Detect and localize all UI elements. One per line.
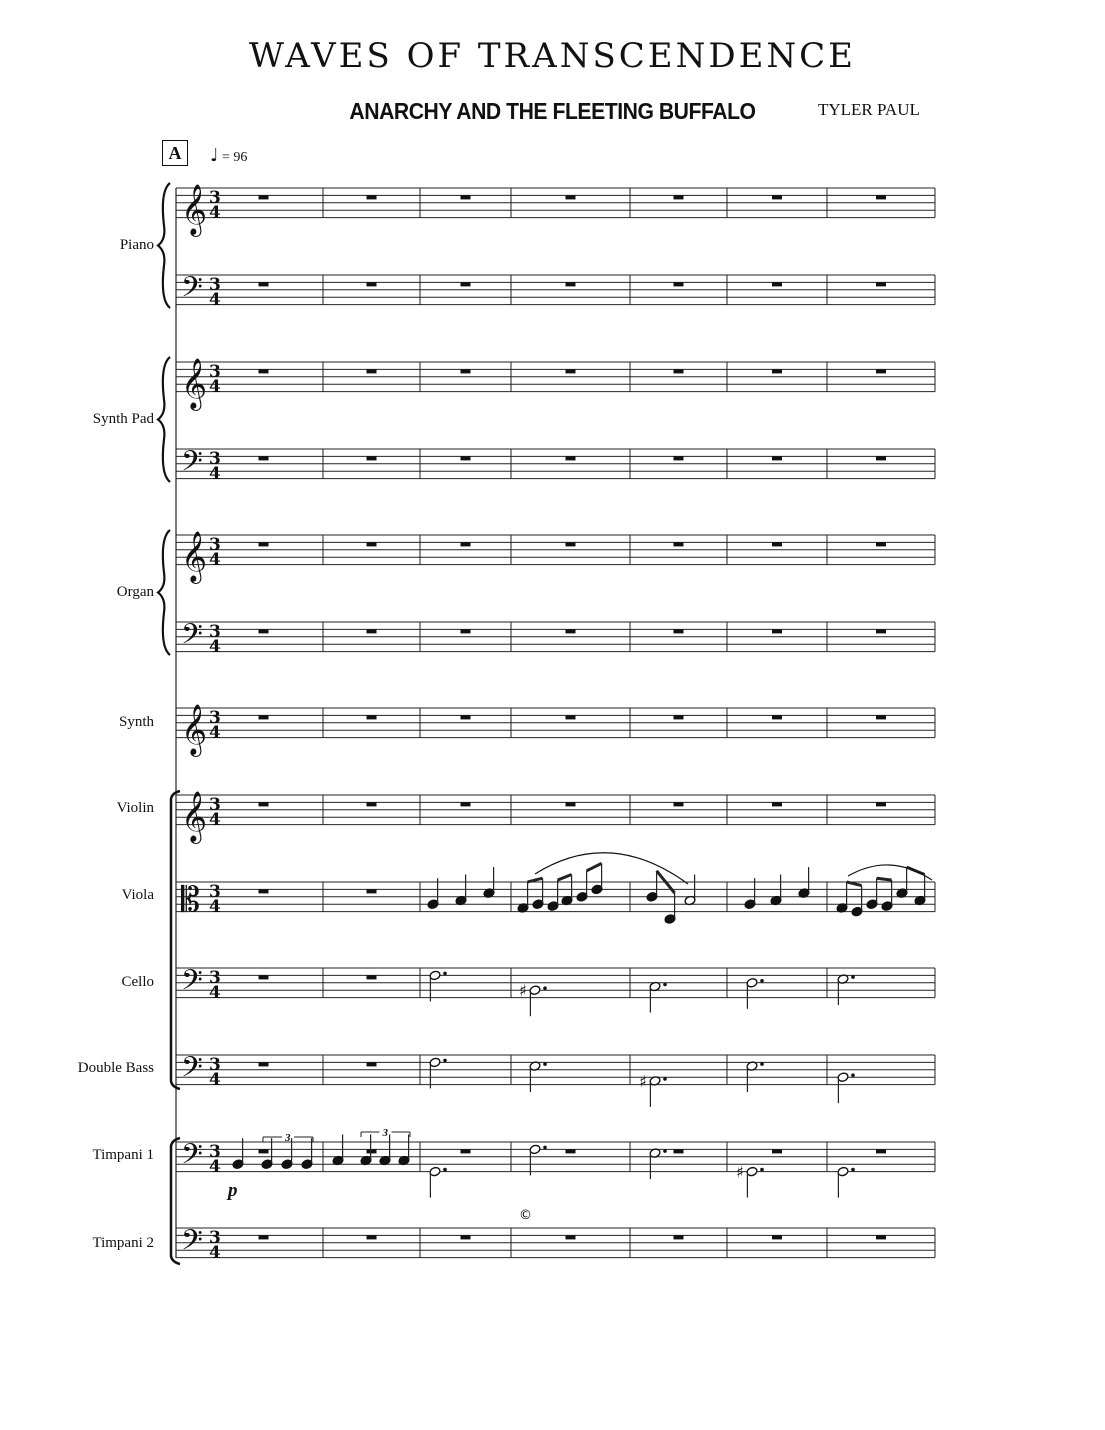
whole-rest (674, 195, 684, 199)
time-signature-denominator: 4 (209, 203, 221, 223)
whole-rest (367, 715, 377, 719)
instrument-label-viola: Viola (121, 887, 154, 903)
time-signature-denominator: 4 (209, 377, 221, 397)
whole-rest (674, 629, 684, 633)
whole-rest (461, 456, 471, 460)
time-signature-numerator: 3 (209, 708, 221, 728)
whole-rest (461, 1149, 471, 1153)
instrument-label-organ: Organ (116, 584, 154, 600)
whole-rest (259, 1062, 269, 1066)
sharp-icon: ♯ (519, 981, 527, 1001)
whole-rest (259, 889, 269, 893)
instrument-label-timpani-2: Timpani 2 (92, 1235, 154, 1251)
score-title: WAVES OF TRANSCENDENCE (249, 36, 856, 76)
whole-rest (772, 802, 782, 806)
instrument-label-violin: Violin (116, 800, 154, 816)
whole-rest (367, 629, 377, 633)
whole-rest (367, 456, 377, 460)
piano-brace (158, 183, 170, 308)
bass-clef-icon: 𝄢 (181, 964, 203, 1004)
whole-rest (259, 1149, 269, 1153)
whole-rest (772, 1149, 782, 1153)
time-signature-numerator: 3 (209, 362, 221, 382)
whole-rest (674, 369, 684, 373)
whole-rest (674, 456, 684, 460)
whole-rest (674, 542, 684, 546)
whole-rest (876, 282, 886, 286)
instrument-label-piano: Piano (119, 237, 154, 253)
phrase-slur (848, 865, 932, 880)
whole-rest (461, 282, 471, 286)
whole-rest (876, 542, 886, 546)
bass-clef-icon: 𝄢 (181, 1138, 203, 1178)
rehearsal-mark: A (162, 140, 188, 166)
time-signature-numerator: 3 (209, 882, 221, 902)
augmentation-dot (663, 1149, 667, 1153)
whole-rest (674, 802, 684, 806)
whole-rest (772, 195, 782, 199)
whole-rest (876, 195, 886, 199)
time-signature-denominator: 4 (209, 637, 221, 657)
whole-rest (259, 542, 269, 546)
whole-rest (772, 629, 782, 633)
augmentation-dot (851, 975, 855, 979)
eighth-beam (877, 878, 892, 880)
augmentation-dot (443, 1059, 447, 1063)
augmentation-dot (543, 1146, 547, 1150)
whole-rest (566, 715, 576, 719)
instrument-label-double-bass: Double Bass (77, 1060, 154, 1076)
whole-rest (259, 282, 269, 286)
whole-rest (461, 195, 471, 199)
whole-rest (259, 1235, 269, 1239)
whole-rest (367, 1149, 377, 1153)
time-signature-numerator: 3 (209, 449, 221, 469)
time-signature-denominator: 4 (209, 1243, 221, 1263)
whole-rest (367, 282, 377, 286)
bass-clef-icon: 𝄢 (181, 445, 203, 485)
time-signature-numerator: 3 (209, 622, 221, 642)
instrument-label-cello: Cello (121, 974, 154, 990)
time-signature-denominator: 4 (209, 983, 221, 1003)
time-signature-denominator: 4 (209, 810, 221, 830)
time-signature-denominator: 4 (209, 897, 221, 917)
whole-rest (367, 1235, 377, 1239)
time-signature-numerator: 3 (209, 535, 221, 555)
whole-rest (461, 369, 471, 373)
whole-rest (876, 456, 886, 460)
time-signature-denominator: 4 (209, 1070, 221, 1090)
time-signature-numerator: 3 (209, 188, 221, 208)
time-signature-denominator: 4 (209, 1157, 221, 1177)
whole-rest (772, 542, 782, 546)
augmentation-dot (543, 1062, 547, 1066)
whole-rest (566, 1149, 576, 1153)
whole-rest (461, 1235, 471, 1239)
whole-rest (566, 282, 576, 286)
time-signature-numerator: 3 (209, 1142, 221, 1162)
whole-rest (259, 369, 269, 373)
treble-clef-icon: 𝄞 (181, 358, 208, 409)
whole-rest (566, 456, 576, 460)
augmentation-dot (543, 986, 547, 990)
eighth-beam (558, 875, 572, 881)
tempo-value: = 96 (222, 150, 248, 165)
whole-rest (461, 542, 471, 546)
whole-rest (367, 802, 377, 806)
whole-rest (876, 629, 886, 633)
whole-rest (674, 1235, 684, 1239)
quarter-note-icon: ♩ (210, 145, 219, 166)
copyright-icon: © (519, 1208, 532, 1223)
bass-clef-icon: 𝄢 (181, 1051, 203, 1091)
alto-clef-icon: 𝄡 (181, 880, 200, 920)
whole-rest (367, 542, 377, 546)
bass-clef-icon: 𝄢 (181, 618, 203, 658)
augmentation-dot (663, 983, 667, 987)
whole-rest (772, 456, 782, 460)
composer-name: TYLER PAUL (818, 100, 920, 119)
dynamic-piano-mark: p (228, 1180, 238, 1201)
whole-rest (259, 715, 269, 719)
augmentation-dot (760, 979, 764, 983)
whole-rest (259, 629, 269, 633)
organ-brace (158, 530, 170, 655)
eighth-beam (528, 878, 543, 882)
time-signature-numerator: 3 (209, 1055, 221, 1075)
augmentation-dot (663, 1077, 667, 1081)
time-signature-denominator: 4 (209, 290, 221, 310)
eighth-beam (587, 863, 602, 870)
whole-rest (259, 195, 269, 199)
bass-clef-icon: 𝄢 (181, 1224, 203, 1264)
sharp-icon: ♯ (736, 1162, 744, 1182)
whole-rest (876, 715, 886, 719)
time-signature-denominator: 4 (209, 723, 221, 743)
augmentation-dot (760, 1062, 764, 1066)
whole-rest (259, 802, 269, 806)
whole-rest (772, 1235, 782, 1239)
whole-rest (367, 369, 377, 373)
whole-rest (566, 629, 576, 633)
whole-rest (367, 975, 377, 979)
sharp-icon: ♯ (639, 1071, 647, 1091)
time-signature-numerator: 3 (209, 968, 221, 988)
whole-rest (876, 802, 886, 806)
whole-rest (461, 802, 471, 806)
whole-rest (772, 282, 782, 286)
augmentation-dot (443, 1168, 447, 1172)
augmentation-dot (443, 972, 447, 976)
whole-rest (772, 369, 782, 373)
time-signature-numerator: 3 (209, 275, 221, 295)
whole-rest (566, 1235, 576, 1239)
time-signature-numerator: 3 (209, 795, 221, 815)
whole-rest (566, 195, 576, 199)
whole-rest (566, 542, 576, 546)
whole-rest (259, 975, 269, 979)
whole-rest (674, 282, 684, 286)
treble-clef-icon: 𝄞 (181, 704, 208, 755)
whole-rest (674, 715, 684, 719)
whole-rest (461, 715, 471, 719)
whole-rest (876, 1235, 886, 1239)
augmentation-dot (760, 1168, 764, 1172)
treble-clef-icon: 𝄞 (181, 184, 208, 235)
bass-clef-icon: 𝄢 (181, 271, 203, 311)
treble-clef-icon: 𝄞 (181, 791, 208, 842)
instrument-label-synth: Synth (118, 714, 154, 730)
augmentation-dot (851, 1073, 855, 1077)
synth-pad-brace (158, 357, 170, 482)
whole-rest (259, 456, 269, 460)
whole-rest (876, 369, 886, 373)
tuplet-number: 3 (382, 1127, 388, 1139)
whole-rest (566, 369, 576, 373)
instrument-label-synth-pad: Synth Pad (92, 411, 154, 427)
whole-rest (367, 889, 377, 893)
piece-subtitle: ANARCHY AND THE FLEETING BUFFALO (349, 98, 756, 124)
time-signature-denominator: 4 (209, 550, 221, 570)
treble-clef-icon: 𝄞 (181, 531, 208, 582)
time-signature-denominator: 4 (209, 464, 221, 484)
whole-rest (876, 1149, 886, 1153)
whole-rest (367, 195, 377, 199)
augmentation-dot (851, 1168, 855, 1172)
whole-rest (367, 1062, 377, 1066)
time-signature-numerator: 3 (209, 1228, 221, 1248)
whole-rest (674, 1149, 684, 1153)
whole-rest (566, 802, 576, 806)
tuplet-number: 3 (285, 1132, 291, 1144)
whole-rest (461, 629, 471, 633)
whole-rest (772, 715, 782, 719)
instrument-label-timpani-1: Timpani 1 (92, 1147, 154, 1163)
